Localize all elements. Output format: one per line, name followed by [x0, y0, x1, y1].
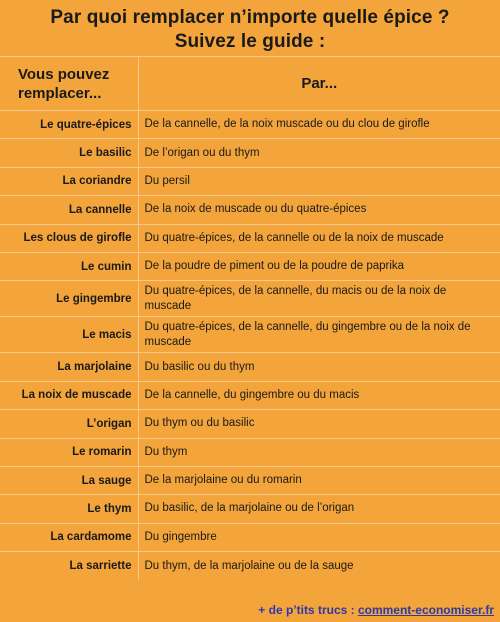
- table-row: [0, 139, 500, 167]
- replacement-cell: Du quatre-épices, de la cannelle ou de la noix de muscade: [138, 224, 500, 252]
- table-row: [0, 410, 500, 438]
- spice-cell: Le basilic: [0, 139, 138, 167]
- header-replacement-column: Par...: [138, 57, 500, 111]
- table-row: [0, 281, 500, 317]
- spice-cell: La sauge: [0, 466, 138, 494]
- footer-site-link[interactable]: comment-economiser.fr: [357, 603, 494, 617]
- table-row: [0, 438, 500, 466]
- table-row: [0, 353, 500, 381]
- replacement-cell: Du thym ou du basilic: [138, 410, 500, 438]
- spice-cell: Les clous de girofle: [0, 224, 138, 252]
- replacement-cell: De la cannelle, de la noix muscade ou du clou de girofle: [138, 111, 500, 139]
- replacement-cell: De la cannelle, du gingembre ou du macis: [138, 381, 500, 409]
- replacement-cell: Du persil: [138, 167, 500, 195]
- header-spice-column: [0, 57, 138, 111]
- footer-credit: [258, 603, 494, 617]
- spice-cell: Le thym: [0, 495, 138, 523]
- replacement-cell: Du quatre-épices, de la cannelle, du gingembre ou de la noix de muscade: [138, 317, 500, 353]
- header-spice-line-1: Vous pouvez: [18, 65, 110, 83]
- table-row: [0, 167, 500, 195]
- table-header-row: [0, 57, 500, 111]
- title-line-2: Suivez le guide :: [174, 31, 326, 52]
- table-row: [0, 111, 500, 139]
- title-line-1: Par quoi remplacer n’importe quelle épice ?: [50, 7, 450, 28]
- spice-cell: La cardamome: [0, 523, 138, 551]
- spice-cell: L’origan: [0, 410, 138, 438]
- replacement-cell: Du thym, de la marjolaine ou de la sauge: [138, 552, 500, 580]
- spice-cell: La noix de muscade: [0, 381, 138, 409]
- table-row: [0, 466, 500, 494]
- table-row: [0, 523, 500, 551]
- spice-cell: Le quatre-épices: [0, 111, 138, 139]
- spice-cell: Le gingembre: [0, 281, 138, 317]
- replacement-cell: De la poudre de piment ou de la poudre de paprika: [138, 252, 500, 280]
- page-title: [0, 0, 500, 56]
- spice-cell: Le macis: [0, 317, 138, 353]
- header-spice-line-2: remplacer...: [18, 84, 102, 102]
- footer-prefix: + de p’tits trucs :: [258, 603, 358, 617]
- replacement-cell: De la marjolaine ou du romarin: [138, 466, 500, 494]
- replacement-cell: Du quatre-épices, de la cannelle, du macis ou de la noix de muscade: [138, 281, 500, 317]
- replacement-cell: Du gingembre: [138, 523, 500, 551]
- replacement-cell: Du basilic, de la marjolaine ou de l’origan: [138, 495, 500, 523]
- spice-cell: La sarriette: [0, 552, 138, 580]
- table-row: [0, 495, 500, 523]
- replacement-cell: Du thym: [138, 438, 500, 466]
- spice-cell: La coriandre: [0, 167, 138, 195]
- replacement-cell: De l’origan ou du thym: [138, 139, 500, 167]
- spice-cell: La cannelle: [0, 196, 138, 224]
- spice-table: [0, 56, 500, 580]
- replacement-cell: Du basilic ou du thym: [138, 353, 500, 381]
- table-row: [0, 552, 500, 580]
- spice-cell: Le romarin: [0, 438, 138, 466]
- table-row: [0, 224, 500, 252]
- replacement-cell: De la noix de muscade ou du quatre-épices: [138, 196, 500, 224]
- table-row: [0, 196, 500, 224]
- table-row: [0, 317, 500, 353]
- spice-cell: Le cumin: [0, 252, 138, 280]
- table-row: [0, 252, 500, 280]
- spice-cell: La marjolaine: [0, 353, 138, 381]
- table-row: [0, 381, 500, 409]
